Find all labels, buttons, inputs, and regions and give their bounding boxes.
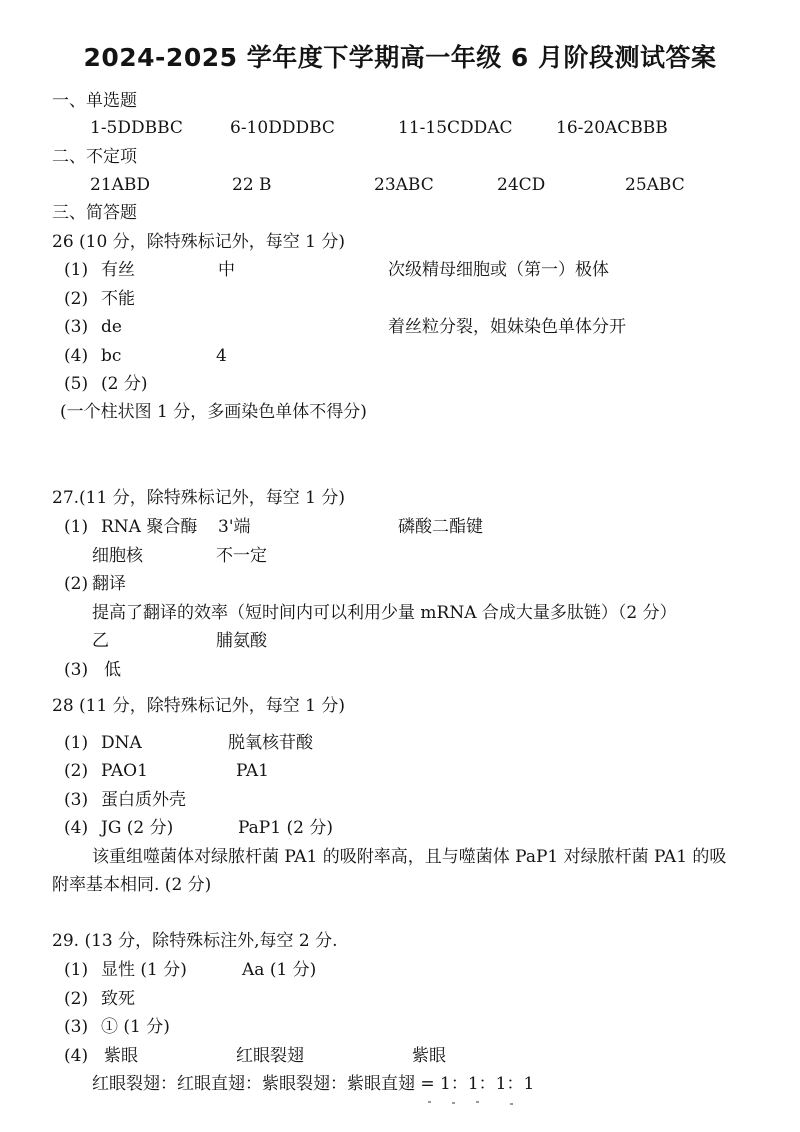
answer-25: 25ABC [625,175,685,195]
q29-3-answer-a: ① (1 分) [101,1017,170,1037]
scan-speck [428,1101,431,1103]
q27-3-num: (3) [64,660,89,680]
q29-1-answer-a: 显性 (1 分) [101,960,187,980]
q26-1-answer-c: 次级精母细胞或（第一）极体 [388,260,609,280]
q26-3-num: (3) [64,317,89,337]
q28-4-num: (4) [64,818,89,838]
q26-1-num: (1) [64,260,89,280]
q28-2-num: (2) [64,761,89,781]
q28-3-answer-a: 蛋白质外壳 [101,790,186,810]
q26-note: (一个柱状图 1 分，多画染色单体不得分) [60,402,367,422]
q29-4-answer-c: 紫眼 [412,1046,446,1066]
scan-speck [476,1101,479,1103]
q27-2-answer-d: 脯氨酸 [216,631,267,651]
q27-1-answer-a: RNA 聚合酶 [101,517,198,537]
q27-1-num: (1) [64,517,89,537]
q26-5-answer-a: (2 分) [101,374,148,394]
scan-speck [510,1103,513,1105]
q26-1-answer-b: 中 [218,260,235,280]
q27-1-answer-e: 不一定 [216,546,267,566]
page-title: 2024-2025 学年度下学期高一年级 6 月阶段测试答案 [83,43,717,72]
q28-1-answer-b: 脱氧核苷酸 [228,733,313,753]
q29-1-num: (1) [64,960,89,980]
answer-16-20: 16-20ACBBB [556,118,668,138]
q26-3-answer-c: 着丝粒分裂，姐妹染色单体分开 [388,317,626,337]
section-heading-single-choice: 一、单选题 [52,91,137,111]
q28-4-explanation-line-2: 附率基本相同. (2 分) [52,875,212,895]
q26-2-answer-a: 不能 [101,289,135,309]
answer-21: 21ABD [90,175,151,195]
q29-4-answer-a: 紫眼 [104,1046,138,1066]
answer-24: 24CD [497,175,546,195]
answer-11-15: 11-15CDDAC [398,118,513,138]
q27-1-answer-c: 磷酸二酯键 [398,517,483,537]
answer-6-10: 6-10DDDBC [230,118,335,138]
scan-speck [452,1102,455,1104]
q27-2-answer-a: 翻译 [92,574,126,594]
q26-4-answer-b: 4 [216,346,227,366]
q29-4-num: (4) [64,1046,89,1066]
q26-5-num: (5) [64,374,89,394]
q29-header: 29. (13 分，除特殊标注外,每空 2 分. [52,931,338,951]
answer-1-5: 1-5DDBBC [90,118,183,138]
q28-3-num: (3) [64,790,89,810]
section-heading-multi-choice: 二、不定项 [52,147,137,167]
q27-2-answer-c: 乙 [92,631,109,651]
q26-1-answer-a: 有丝 [101,260,135,280]
answer-23: 23ABC [374,175,434,195]
q27-header: 27.(11 分，除特殊标记外，每空 1 分) [52,488,345,508]
q28-1-answer-a: DNA [101,733,142,753]
q27-2-answer-b: 提高了翻译的效率（短时间内可以利用少量 mRNA 合成大量多肽链）（2 分） [92,603,677,623]
q26-3-answer-a: de [101,317,122,337]
q26-2-num: (2) [64,289,89,309]
q29-1-answer-b: Aa (1 分) [242,960,317,980]
q28-4-explanation-line-1: 该重组噬菌体对绿脓杆菌 PA1 的吸附率高，且与噬菌体 PaP1 对绿脓杆菌 PA1 的吸 [92,847,727,867]
q26-4-num: (4) [64,346,89,366]
answer-22: 22 B [232,175,272,195]
q29-3-num: (3) [64,1017,89,1037]
q28-4-answer-a: JG (2 分) [101,818,174,838]
q28-header: 28 (11 分，除特殊标记外，每空 1 分) [52,696,345,716]
q29-4-ratio: 红眼裂翅：红眼直翅：紫眼裂翅：紫眼直翅 = 1：1：1：1 [92,1074,535,1094]
q26-header: 26 (10 分，除特殊标记外，每空 1 分) [52,232,345,252]
q28-1-num: (1) [64,733,89,753]
q27-1-answer-d: 细胞核 [92,546,143,566]
q28-2-answer-a: PAO1 [101,761,148,781]
q26-4-answer-a: bc [101,346,122,366]
q29-2-answer-a: 致死 [101,989,135,1009]
q27-2-num: (2) [64,574,89,594]
q29-4-answer-b: 红眼裂翅 [236,1046,304,1066]
q28-4-answer-b: PaP1 (2 分) [238,818,333,838]
q28-2-answer-b: PA1 [236,761,269,781]
q27-1-answer-b: 3'端 [218,517,251,537]
q29-2-num: (2) [64,989,89,1009]
section-heading-short-answer: 三、简答题 [52,203,137,223]
q27-3-answer-a: 低 [104,660,121,680]
